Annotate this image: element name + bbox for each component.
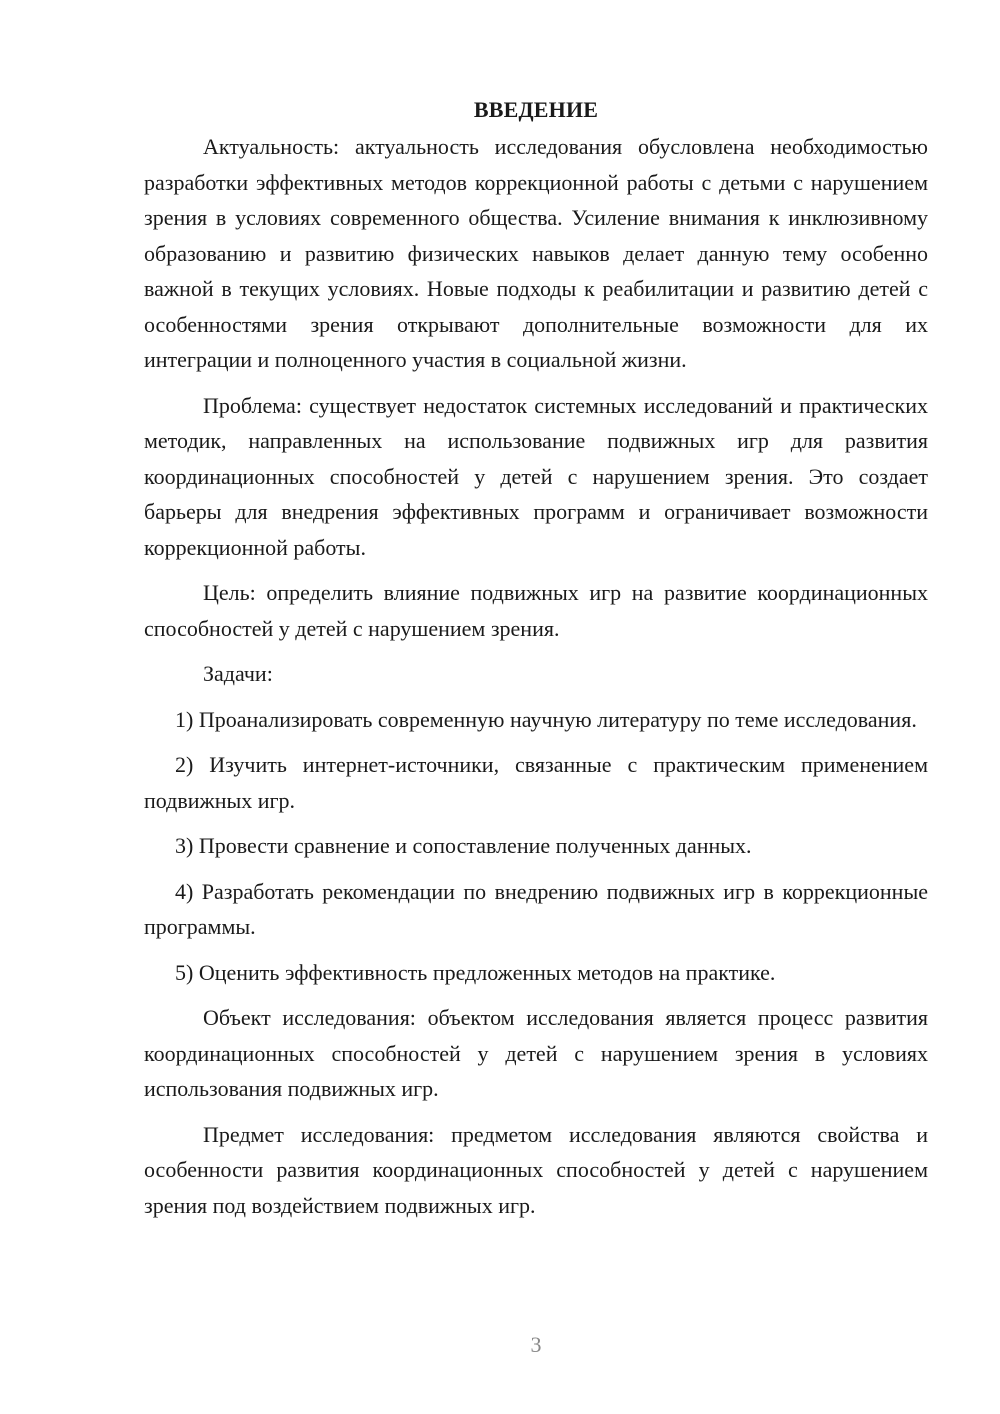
paragraph-goal: Цель: определить влияние подвижных игр на развитие координационных способностей у детей с нарушением зрения. [144,580,928,641]
document-page [144,92,928,1223]
paragraph-problem: Проблема: существует недостаток системных исследований и практических методик, направленных на использование подвижных игр для развития координационных способностей у детей с нарушением зрения. Это создает барьеры для внедрения эффективных программ и ограничивает возможности коррекционной работы. [144,392,928,560]
task-item-1: 1) Проанализировать современную научную литературу по теме исследования. [175,706,917,732]
paragraph-tasks-heading: Задачи: [203,661,273,686]
section-title: ВВЕДЕНИЕ [473,97,599,122]
task-item-3: 3) Провести сравнение и сопоставление полученных данных. [175,833,752,858]
page-number: 3 [530,1332,542,1357]
paragraph-subject: Предмет исследования: предметом исследования являются свойства и особенности развития координационных способностей у детей с нарушением зрения под воздействием подвижных игр. [144,1121,928,1218]
task-item-2: 2) Изучить интернет-источники, связанные с практическим применением подвижных игр. [144,752,928,813]
task-item-4: 4) Разработать рекомендации по внедрению подвижных игр в коррекционные программы. [144,878,928,939]
task-item-5: 5) Оценить эффективность предложенных методов на практике. [175,959,776,985]
paragraph-relevance: Актуальность: актуальность исследования обусловлена необходимостью разработки эффективных методов коррекционной работы с детьми с нарушением зрения в условиях современного общества. Усиление внимания к инклюзивному образованию и развитию физических навыков делает данную тему особенно важной в текущих условиях. Новые подходы к реабилитации и развитию детей с особенностями зрения открывают дополнительные возможности для их интеграции и полноценного участия в социальной жизни. [144,134,928,372]
paragraph-object: Объект исследования: объектом исследования является процесс развития координационных способностей у детей с нарушением зрения в условиях использования подвижных игр. [144,1005,928,1101]
